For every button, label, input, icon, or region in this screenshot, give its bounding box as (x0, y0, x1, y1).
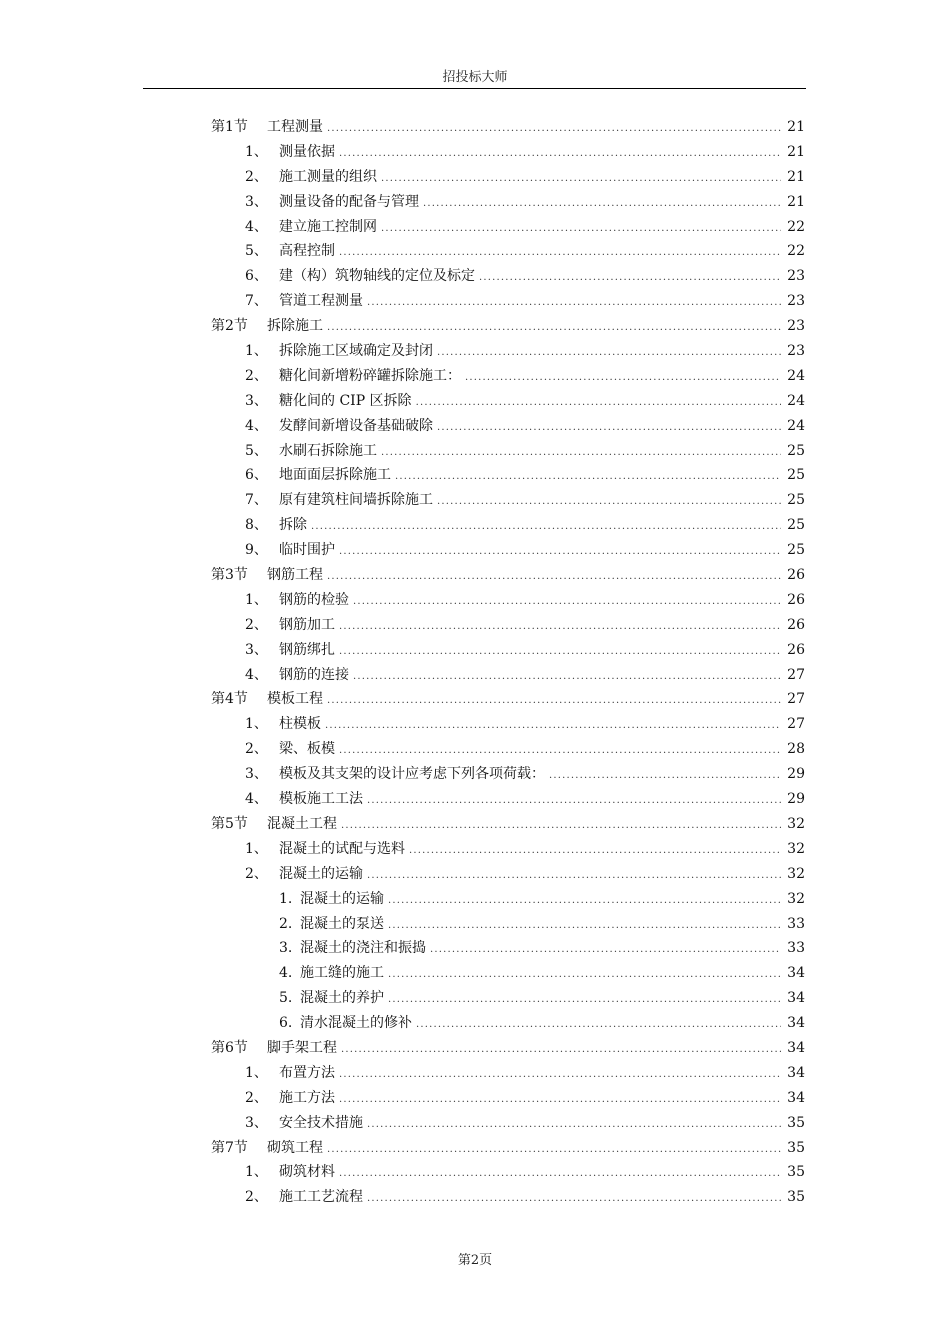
toc-entry-title: 施工缝的施工 (300, 965, 384, 982)
toc-entry-number: 5. (279, 990, 293, 1007)
toc-entry-page-number: 21 (787, 168, 805, 185)
toc-entry-title: 高程控制 (279, 243, 335, 260)
toc-entry-title: 钢筋加工 (279, 616, 335, 633)
toc-entry-number: 第2节 (211, 318, 248, 335)
toc-entry-number: 第5节 (211, 815, 248, 832)
toc-entry-number: 4、 (245, 791, 268, 808)
toc-dot-leader (388, 914, 781, 939)
toc-entry-page-number: 35 (787, 1164, 805, 1181)
toc-entry-page-number: 32 (787, 840, 805, 857)
toc-entry-number: 6、 (245, 268, 268, 285)
toc-entry-page-number: 34 (787, 1089, 805, 1106)
toc-subsection-entry[interactable] (0, 663, 950, 688)
toc-dot-leader (395, 465, 781, 490)
toc-entry-page-number: 24 (787, 417, 805, 434)
toc-entry-number: 3. (279, 940, 293, 957)
toc-entry-title: 水刷石拆除施工 (279, 442, 377, 459)
toc-entry-title: 钢筋绑扎 (279, 641, 335, 658)
toc-entry-number: 2、 (245, 1189, 268, 1206)
toc-dot-leader (437, 341, 781, 366)
toc-entry-number: 4、 (245, 417, 268, 434)
toc-entry-title: 布置方法 (279, 1064, 335, 1081)
toc-section-entry[interactable] (0, 687, 950, 712)
toc-dot-leader (325, 714, 781, 739)
toc-dot-leader (367, 291, 781, 316)
toc-entry-title: 测量依据 (279, 143, 335, 160)
toc-entry-page-number: 26 (787, 591, 805, 608)
toc-entry-number: 9、 (245, 542, 268, 559)
toc-dot-leader (339, 1063, 781, 1088)
toc-subsection-entry[interactable] (0, 912, 950, 937)
toc-entry-title: 临时围护 (279, 542, 335, 559)
toc-dot-leader (381, 217, 781, 242)
toc-dot-leader (423, 192, 781, 217)
toc-entry-page-number: 34 (787, 1064, 805, 1081)
toc-dot-leader (381, 441, 781, 466)
toc-entry-title: 柱模板 (279, 716, 321, 733)
toc-entry-number: 1、 (245, 143, 268, 160)
toc-entry-title: 梁、板模 (279, 741, 335, 758)
toc-subsection-entry[interactable] (0, 1185, 950, 1210)
toc-dot-leader (339, 640, 781, 665)
toc-entry-number: 第4节 (211, 691, 248, 708)
page-number-footer: 第2页 (457, 1253, 493, 1268)
toc-dot-leader (409, 839, 781, 864)
toc-entry-page-number: 23 (787, 343, 805, 360)
toc-entry-page-number: 33 (787, 915, 805, 932)
toc-entry-number: 2、 (245, 741, 268, 758)
toc-entry-number: 3、 (245, 766, 268, 783)
header-title: 招投标大师 (442, 70, 508, 85)
toc-entry-page-number: 34 (787, 1039, 805, 1056)
toc-entry-title: 建立施工控制网 (279, 218, 377, 235)
toc-entry-title: 砌筑工程 (267, 1139, 323, 1156)
toc-subsection-entry[interactable] (0, 762, 950, 787)
toc-entry-title: 拆除 (279, 517, 307, 534)
toc-entry-page-number: 23 (787, 318, 805, 335)
toc-entry-title: 混凝土的运输 (300, 890, 384, 907)
toc-dot-leader (430, 938, 781, 963)
toc-subsection-entry[interactable] (0, 414, 950, 439)
toc-dot-leader (416, 1013, 781, 1038)
toc-entry-page-number: 22 (787, 243, 805, 260)
toc-entry-page-number: 27 (787, 691, 805, 708)
toc-subsection-entry[interactable] (0, 862, 950, 887)
toc-entry-number: 7、 (245, 492, 268, 509)
toc-entry-number: 4、 (245, 666, 268, 683)
toc-dot-leader (367, 864, 781, 889)
toc-subsection-entry[interactable] (0, 1111, 950, 1136)
toc-entry-page-number: 25 (787, 467, 805, 484)
toc-entry-title: 拆除施工 (267, 318, 323, 335)
toc-entry-title: 钢筋的检验 (279, 591, 349, 608)
toc-subsection-entry[interactable] (0, 638, 950, 663)
toc-entry-number: 3、 (245, 392, 268, 409)
toc-subsection-entry[interactable] (0, 1160, 950, 1185)
toc-subsection-entry[interactable] (0, 936, 950, 961)
toc-subsection-entry[interactable] (0, 1011, 950, 1036)
toc-section-entry[interactable] (0, 1136, 950, 1161)
toc-entry-number: 4. (279, 965, 293, 982)
toc-entry-title: 糖化间的 CIP 区拆除 (279, 392, 412, 409)
toc-dot-leader (327, 1138, 781, 1163)
toc-entry-number: 5、 (245, 442, 268, 459)
toc-subsection-entry[interactable] (0, 215, 950, 240)
toc-dot-leader (339, 615, 781, 640)
toc-entry-page-number: 28 (787, 741, 805, 758)
toc-entry-number: 1、 (245, 591, 268, 608)
toc-entry-title: 工程测量 (267, 119, 323, 135)
toc-dot-leader (353, 665, 781, 690)
toc-dot-leader (327, 117, 781, 142)
toc-dot-leader (339, 241, 781, 266)
toc-entry-title: 发酵间新增设备基础破除 (279, 417, 433, 434)
toc-entry-page-number: 33 (787, 940, 805, 957)
toc-subsection-entry[interactable] (0, 1061, 950, 1086)
toc-dot-leader (339, 142, 781, 167)
toc-entry-page-number: 22 (787, 218, 805, 235)
toc-dot-leader (327, 316, 781, 341)
toc-subsection-entry[interactable] (0, 463, 950, 488)
toc-entry-page-number: 34 (787, 965, 805, 982)
toc-entry-number: 1、 (245, 716, 268, 733)
toc-entry-page-number: 26 (787, 567, 805, 584)
toc-entry-title: 模板施工工法 (279, 791, 363, 808)
toc-entry-number: 4、 (245, 218, 268, 235)
toc-entry-title: 混凝土的运输 (279, 865, 363, 882)
toc-entry-page-number: 25 (787, 442, 805, 459)
toc-entry-title: 施工测量的组织 (279, 168, 377, 185)
toc-dot-leader (388, 889, 781, 914)
toc-subsection-entry[interactable] (0, 140, 950, 165)
toc-subsection-entry[interactable] (0, 190, 950, 215)
toc-entry-number: 第3节 (211, 567, 248, 584)
toc-entry-title: 管道工程测量 (279, 293, 363, 310)
toc-subsection-entry[interactable] (0, 961, 950, 986)
toc-entry-number: 2. (279, 915, 293, 932)
toc-entry-title: 清水混凝土的修补 (300, 1015, 412, 1032)
toc-entry-page-number: 29 (787, 791, 805, 808)
toc-entry-title: 测量设备的配备与管理 (279, 193, 419, 210)
toc-entry-title: 地面面层拆除施工 (279, 467, 391, 484)
toc-entry-number: 6. (279, 1015, 293, 1032)
toc-dot-leader (479, 266, 781, 291)
toc-dot-leader (381, 167, 781, 192)
toc-section-entry[interactable] (0, 563, 950, 588)
toc-dot-leader (339, 1162, 781, 1187)
toc-dot-leader (367, 1187, 781, 1212)
toc-subsection-entry[interactable] (0, 165, 950, 190)
toc-entry-title: 混凝土的泵送 (300, 915, 384, 932)
toc-entry-title: 钢筋的连接 (279, 666, 349, 683)
toc-entry-title: 施工工艺流程 (279, 1189, 363, 1206)
toc-subsection-entry[interactable] (0, 787, 950, 812)
toc-dot-leader (416, 391, 781, 416)
table-of-contents (0, 115, 950, 1210)
toc-entry-page-number: 25 (787, 492, 805, 509)
toc-entry-page-number: 27 (787, 666, 805, 683)
toc-entry-page-number: 34 (787, 990, 805, 1007)
toc-dot-leader (388, 963, 781, 988)
toc-entry-title: 糖化间新增粉碎罐拆除施工： (279, 367, 461, 384)
toc-subsection-entry[interactable] (0, 887, 950, 912)
toc-entry-title: 混凝土工程 (267, 815, 337, 832)
toc-dot-leader (327, 565, 781, 590)
toc-subsection-entry[interactable] (0, 289, 950, 314)
toc-entry-number: 1、 (245, 840, 268, 857)
toc-entry-title: 钢筋工程 (267, 567, 323, 584)
toc-entry-title: 脚手架工程 (267, 1039, 337, 1056)
toc-entry-page-number: 34 (787, 1015, 805, 1032)
toc-entry-number: 2、 (245, 616, 268, 633)
toc-subsection-entry[interactable] (0, 339, 950, 364)
toc-subsection-entry[interactable] (0, 588, 950, 613)
toc-entry-number: 3、 (245, 641, 268, 658)
toc-entry-title: 施工方法 (279, 1089, 335, 1106)
toc-entry-page-number: 35 (787, 1114, 805, 1131)
toc-entry-title: 混凝土的浇注和振捣 (300, 940, 426, 957)
toc-entry-title: 建（构）筑物轴线的定位及标定 (279, 268, 475, 285)
toc-entry-number: 2、 (245, 168, 268, 185)
toc-entry-page-number: 35 (787, 1139, 805, 1156)
toc-entry-number: 8、 (245, 517, 268, 534)
toc-entry-number: 7、 (245, 293, 268, 310)
toc-entry-page-number: 35 (787, 1189, 805, 1206)
toc-entry-page-number: 21 (787, 119, 805, 135)
toc-entry-page-number: 32 (787, 865, 805, 882)
toc-entry-number: 3、 (245, 1114, 268, 1131)
toc-entry-page-number: 21 (787, 143, 805, 160)
toc-subsection-entry[interactable] (0, 613, 950, 638)
toc-entry-page-number: 23 (787, 293, 805, 310)
toc-entry-number: 1、 (245, 343, 268, 360)
toc-section-entry[interactable] (0, 812, 950, 837)
toc-subsection-entry[interactable] (0, 364, 950, 389)
toc-section-entry[interactable] (0, 1036, 950, 1061)
toc-entry-title: 原有建筑柱间墙拆除施工 (279, 492, 433, 509)
toc-entry-title: 砌筑材料 (279, 1164, 335, 1181)
toc-subsection-entry[interactable] (0, 837, 950, 862)
toc-dot-leader (437, 416, 781, 441)
toc-entry-number: 5、 (245, 243, 268, 260)
toc-entry-number: 1. (279, 890, 293, 907)
toc-section-entry[interactable] (0, 314, 950, 339)
toc-section-entry[interactable] (0, 115, 950, 140)
toc-entry-number: 6、 (245, 467, 268, 484)
toc-entry-title: 模板工程 (267, 691, 323, 708)
toc-entry-page-number: 32 (787, 890, 805, 907)
toc-entry-number: 2、 (245, 1089, 268, 1106)
toc-entry-title: 拆除施工区域确定及封闭 (279, 343, 433, 360)
toc-entry-page-number: 24 (787, 367, 805, 384)
toc-dot-leader (353, 590, 781, 615)
toc-dot-leader (341, 814, 781, 839)
toc-subsection-entry[interactable] (0, 986, 950, 1011)
toc-entry-page-number: 32 (787, 815, 805, 832)
toc-dot-leader (465, 366, 781, 391)
toc-entry-page-number: 24 (787, 392, 805, 409)
toc-entry-page-number: 29 (787, 766, 805, 783)
toc-dot-leader (367, 789, 781, 814)
toc-subsection-entry[interactable] (0, 712, 950, 737)
toc-entry-number: 第1节 (211, 119, 248, 135)
toc-subsection-entry[interactable] (0, 239, 950, 264)
toc-entry-title: 混凝土的养护 (300, 990, 384, 1007)
toc-dot-leader (339, 739, 781, 764)
toc-dot-leader (327, 689, 781, 714)
toc-subsection-entry[interactable] (0, 538, 950, 563)
toc-subsection-entry[interactable] (0, 737, 950, 762)
toc-subsection-entry[interactable] (0, 264, 950, 289)
toc-dot-leader (437, 490, 781, 515)
toc-dot-leader (339, 1088, 781, 1113)
toc-subsection-entry[interactable] (0, 389, 950, 414)
toc-entry-number: 第7节 (211, 1139, 248, 1156)
toc-entry-page-number: 27 (787, 716, 805, 733)
toc-entry-number: 2、 (245, 367, 268, 384)
toc-dot-leader (311, 515, 781, 540)
toc-entry-page-number: 26 (787, 616, 805, 633)
toc-entry-title: 混凝土的试配与选料 (279, 840, 405, 857)
toc-dot-leader (549, 764, 781, 789)
toc-entry-number: 2、 (245, 865, 268, 882)
toc-dot-leader (339, 540, 781, 565)
toc-entry-title: 模板及其支架的设计应考虑下列各项荷载： (279, 766, 545, 783)
toc-entry-number: 1、 (245, 1064, 268, 1081)
toc-subsection-entry[interactable] (0, 1086, 950, 1111)
toc-entry-number: 1、 (245, 1164, 268, 1181)
toc-entry-number: 第6节 (211, 1039, 248, 1056)
toc-entry-page-number: 25 (787, 517, 805, 534)
toc-entry-page-number: 23 (787, 268, 805, 285)
toc-entry-page-number: 21 (787, 193, 805, 210)
toc-dot-leader (367, 1113, 781, 1138)
toc-subsection-entry[interactable] (0, 488, 950, 513)
toc-entry-page-number: 25 (787, 542, 805, 559)
toc-dot-leader (388, 988, 781, 1013)
toc-subsection-entry[interactable] (0, 439, 950, 464)
toc-dot-leader (341, 1038, 781, 1063)
toc-subsection-entry[interactable] (0, 513, 950, 538)
toc-entry-number: 3、 (245, 193, 268, 210)
toc-entry-title: 安全技术措施 (279, 1114, 363, 1131)
toc-entry-page-number: 26 (787, 641, 805, 658)
header-divider (143, 88, 806, 89)
